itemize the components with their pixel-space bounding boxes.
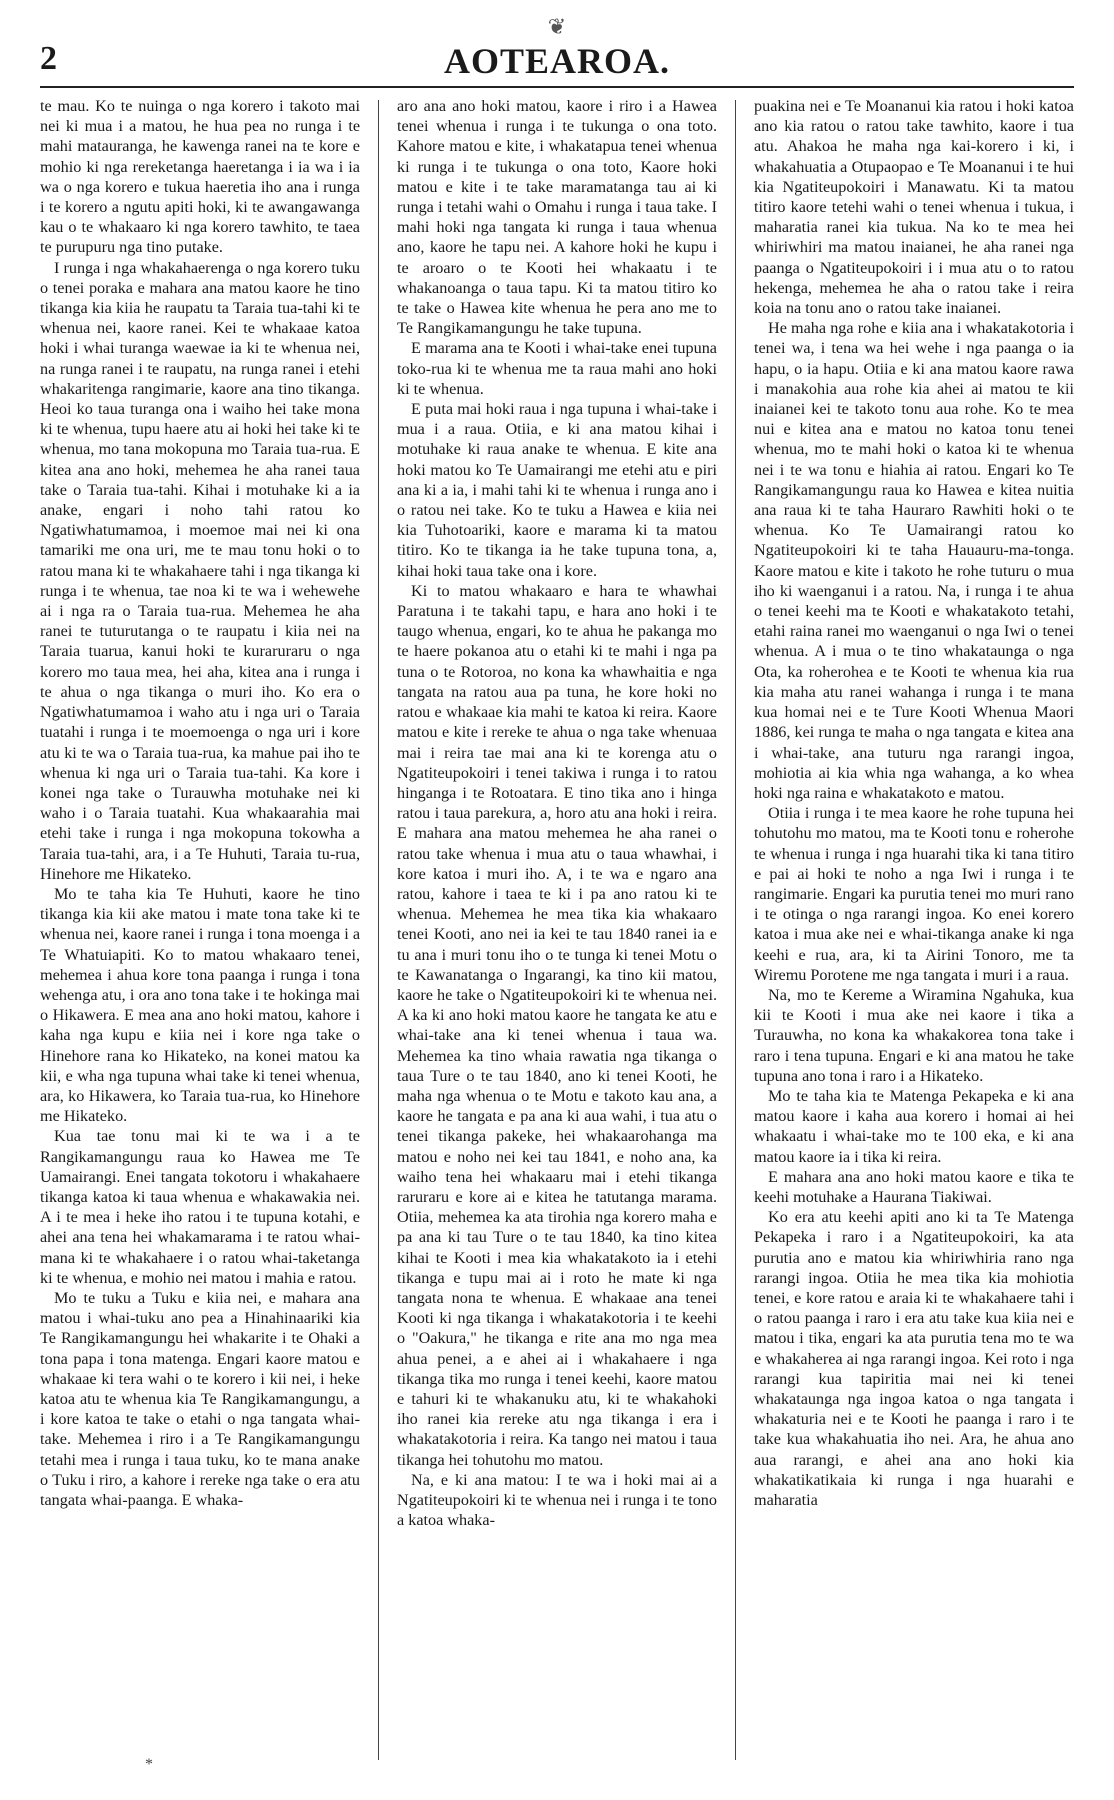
paragraph: He maha nga rohe e kiia ana i whakatakotoria i tenei wa, i tena wa hei wehe i nga paanga o ia hapu, o ia hapu. Otiia e ki ana matou kaore rawa i manakohia aua rohe kia ahei ai matou te kii inaianei kei te takoto tonu aua rohe. Ko te mea nui e kitea ana e matou no katoa tonu tenei whenua, mo te mahi hoki o katoa ki te whenua nei i te wa tonu e hiahia ai ratou. Engari ko Te Rangikamangungu raua ko Hawea e kitea nuitia ana raua ki te taha Hauraro Rawhiti hoki o te whenua. Ko Te Uamairangi ratou ko Ngatiteupokoiri ki te taha Hauauru-ma-tonga. Kaore matou e kite i takoto he rohe tuturu o mua iho ki waenganui i a ratou. Na, i runga i te ahua o tenei keehi ma te Kooti e whakatakoto tetahi, etahi raina ranei mo waenganui o nga Iwi o tenei whenua. A i mua o te tino whakataunga o nga Ota, ka roherohea e te Kooti te whenua kia rua kia maha atu ranei wahanga i runga i te mana kua homai nei e te Ture Kooti Whenua Maori 1886, kei runga te maha o nga tangata e kitea ana i whai-take, ana tuturu nga rarangi ingoa, mohiotia ai kia whia nga wahanga, a ko whea hoki nga raina e whakatakoto e matou. (754, 319, 1074, 802)
paragraph: E marama ana te Kooti i whai-take enei tupuna toko-rua ki te whenua me ta raua mahi ano hoki ki te whenua. (397, 339, 717, 398)
footer-mark: * (145, 1756, 153, 1773)
paragraph: Na, mo te Kereme a Wiramina Ngahuka, kua kii te Kooti i mua ake nei kaore i tika a Turauwha, no kona ka whakakorea tona take i raro i tena tupuna. Engari e ki ana matou he take tupuna ano tona i raro i a Hikateko. (754, 985, 1074, 1085)
paragraph: Mo te tuku a Tuku e kiia nei, e mahara ana matou i whai-tuku ano pea a Hinahinaariki kia Te Rangikamangungu hei whakarite i te Ohaki a tona papa i tona matenga. Engari kaore matou e whakaae ki tera wahi o te korero i kii nei, i heke katoa atu te whenua kia Te Rangikamangungu, a i kore katoa te take o etahi o nga tangata whai-take. Mehemea i riro i a Te Rangikamangungu tetahi mea i runga i taua tuku, ko te mana anake o Tuku i riro, a kahore i rereke nga take o era atu tangata whai-paanga. E whaka- (40, 1288, 360, 1510)
column-2 (397, 96, 717, 1760)
ornament-icon: ❦ (547, 14, 567, 39)
header-rule (40, 86, 1074, 88)
text-columns (40, 96, 1074, 1760)
paragraph: Ko era atu keehi apiti ano ki ta Te Matenga Pekapeka i raro i a Ngatiteupokoiri, ka ata purutia ano e matou kia whiriwhiria rano nga rarangi ingoa. Otiia he mea tika kia mohiotia tenei, e kore ratou e araia ki te whakahaere tahi i o ratou paanga i raro i era atu take kua kiia nei e matou i tika, engari ka ata purutia tena mo te wa e whakaherea ai nga rarangi ingoa. Kei roto i nga rarangi kua tapiritia mai nei ki tenei whakataunga nga ingoa katoa o nga tangata i whakaturia nei e te Kooti he paanga i raro i te take kua whakahuatia iho nei. Ara, he ahua ano aua rarangi, e ahei ana ano hoki kia whakatikatikaia ki runga i nga huarahi e maharatia (754, 1208, 1074, 1510)
column-divider (735, 100, 736, 1760)
column-3 (754, 96, 1074, 1760)
column-divider (378, 100, 379, 1760)
paragraph: Mo te taha kia te Matenga Pekapeka e ki ana matou kaore i kaha aua korero i homai ai hei whakaatu i whai-take mo te 100 eka, e ki ana matou kaore ia i tika ki reira. (754, 1086, 1074, 1166)
paragraph: te mau. Ko te nuinga o nga korero i takoto mai nei ki mua i a matou, he hua pea no runga i te mahi matauranga, he kawenga ranei na te kore e mohio ki nga rereketanga haeretanga i ia wa i ia wa o nga korero e tukua haeretia iho ana i runga i te korero a ngutu apiti hoki, ki te awangawanga kau o te whakaaro ki nga korero tawhito, te taea te purupuru nga tino putake. (40, 97, 360, 257)
paragraph: I runga i nga whakahaerenga o nga korero tuku o tenei poraka e mahara ana matou kaore he tino tikanga kia kiia he raupatu ta Taraia tua-tahi ki te whenua nei, kaore ranei. Kei te whakaae katoa hoki i whai turanga waewae ia ki te whenua nei, na runga ranei i te raupatu, na runga ranei i etehi whakaritenga rangimarie, kaore ana tino tikanga. Heoi ko taua turanga ona i waiho hei take mona ki te whenua, tupu haere atu ai hoki hei take ki te whenua, mo tana mokopuna mo Taraia tua-rua. E kitea ana ano hoki, mehemea he aha ranei taua take o Taraia tua-tahi. Kihai i motuhake ki a ia anake, engari i noho tahi ratou ko Ngatiwhatumamoa, i moemoe mai nei ki ona tamariki me ona uri, me te mau tonu hoki o to ratou mana ki te whakahaere tahi i nga tikanga ki runga i te whenua, tae noa ki te wa i wehewehe ai i nga ra o Taraia tua-rua. Mehemea he aha ranei te tuturutanga o te raupatu i kiia nei na Taraia tuarua, kanui hoki te kuraruraru o nga korero mo taua mea, hei aha, kitea ana i runga i te ahua o nga tikanga o muri iho. Ko era o Ngatiwhatumamoa i waho atu i nga uri o Taraia tuatahi i runga i te moemoenga o nga uri i kore atu ki te wa o Taraia tua-rua, ka mahue pai iho te whenua ki nga uri o Taraia tua-tahi. Ka kore i konei nga take o Turauwha motuhake nei ki waho i o Taraia tuatahi. Kua whakaarahia mai etehi take i runga i nga mokopuna tokowha a Taraia tua-tahi, ara, i a Te Huhuti, Taraia tu-rua, Hinehore me Hikateko. (40, 258, 360, 883)
page-header (40, 14, 1074, 82)
paragraph: Kua tae tonu mai ki te wa i a te Rangikamangungu raua ko Hawea me Te Uamairangi. Enei tangata tokotoru i whakahaere tikanga katoa ki taua whenua e whakawakia nei. A i te mea i heke iho ratou i te tupuna kotahi, e ahei ana tena hei whakamarama i te ratou whai-mana ki te whakahaere i o ratou whai-taketanga ki te whenua, e mohio nei matou i mahia e ratou. (40, 1127, 360, 1287)
paragraph: Otiia i runga i te mea kaore he rohe tupuna hei tohutohu mo matou, ma te Kooti tonu e roherohe te whenua i runga i nga huarahi tika ki tana titiro e pai ai hoki te noho a nga Iwi i runga i te rangimarie. Engari ka purutia tenei mo muri rano i te otinga o nga rarangi ingoa. Ko enei korero katoa i mua ake nei e whai-tikanga anake ki nga keehi e rua, ara, ki ta Airini Tonoro, me ta Wiremu Porotene me nga tangata i muri i a raua. (754, 804, 1074, 984)
paragraph: puakina nei e Te Moananui kia ratou i hoki katoa ano kia ratou o ratou take tawhito, kaore i tua atu. Ahakoa he maha nga kai-korero i ki, i whakahuatia a Otupaopao e Te Moananui i te hui kia Ngatiteupokoiri i Manawatu. Ki ta matou titiro kaore tetehi wahi o tenei whenua i tukua, i maharatia ranei kia tukua. Na ko te mea hei whiriwhiri ma matou inaianei, he aha ranei nga paanga o Ngatiteupokoiri i i mua atu o to ratou hekenga, mehemea he aha o ratou take i reira koia na tonu ano o ratou take inaianei. (754, 97, 1074, 318)
paragraph: E puta mai hoki raua i nga tupuna i whai-take i mua i a raua. Otiia, e ki ana matou kihai i motuhake ki raua anake te whenua. E kite ana hoki matou ko Te Uamairangi me etehi atu e piri ana ki a ia, i mahi tahi ki te whenua i runga ano i o ratou nei take. Ko te tuku a Hawea e kiia nei kia Tuhotoariki, kaore e marama ki ta matou titiro. Ko te tikanga ia he take tupuna tona, a, kihai hoki taua take ona i kore. (397, 400, 717, 580)
paragraph: E mahara ana ano hoki matou kaore e tika te keehi motuhake a Haurana Tiakiwai. (754, 1167, 1074, 1206)
paragraph: Mo te taha kia Te Huhuti, kaore he tino tikanga kia kii ake matou i mate tona take ki te whenua nei, kaore ranei i runga i tona moenga i a Te Whatuiapiti. Ko to matou whakaaro tenei, mehemea i ahua kore tona paanga i runga i tona wehenga atu, i ora ano tona take i te hokinga mai o Hikawera. E mea ana ano hoki matou, kahore i kaha nga kupu e kiia nei i kore nga take o Hinehore rana ko Hikateko, na konei matou ka kii, e wha nga tupuna whai take ki tenei whenua, ara, ko Hikawera, ko Taraia tua-rua, ko Hinehore me Hikateko. (40, 884, 360, 1126)
paragraph: aro ana ano hoki matou, kaore i riro i a Hawea tenei whenua i runga i te tukunga o ona toto. Kahore matou e kite, i whakatapua tenei whenua ki runga i te tukunga o ona toto, Kaore hoki matou e kite i te take maramatanga tau ai ki runga i tetahi wahi o Omahu i runga i taua take. I mahi hoki nga tangata ki runga i taua whenua ano, kaore he tapu nei. A kahore hoki he kupu i te aroaro o te Kooti hei whakaatu i te whakanoanga o taua tapu. Ki ta matou titiro ko te take o Hawea kite whenua he pera ano me to Te Rangikamangungu he take tupuna. (397, 97, 717, 338)
column-1 (40, 96, 360, 1760)
masthead-title: AOTEAROA. (443, 41, 671, 81)
paragraph: Na, e ki ana matou: I te wa i hoki mai ai a Ngatiteupokoiri ki te whenua nei i runga i te tono a katoa whaka- (397, 1470, 717, 1530)
page-number: 2 (40, 40, 57, 77)
paragraph: Ki to matou whakaaro e hara te whawhai Paratuna i te takahi tapu, e hara ano hoki i te taugo whenua, engari, ko te ahua he pakanga mo te haere pokanoa atu o etahi ki te mahi i nga pa tuna o te Rotoroa, no kona ka whawhaitia e nga tangata na ratou aua pa tuna, he kore hoki no ratou e whakaae kia mahi te katoa ki reira. Kaore matou e kite i rereke te ahua o nga take whenuaa mai i reira tae mai ana ki te korenga atu o Ngatiteupokoiri i tenei takiwa i runga i to ratou hinganga i te Rotoatara. E tino tika ano i hinga ratou i taua parekura, a, horo atu ana hoki i reira. E mahara ana matou mehemea he aha ranei o ratou take whenua i mua atu o taua whawhai, i kore katoa i muri iho. A, i te wa e ngaro ana ratou, kahore i taea te ki i pa ano ratou ki te whenua. Mehemea he mea tika kia whakaaro tenei Kooti, ano nei ia kei te tau 1840 ranei ia e tu ana i muri tonu iho o te tunga ki tenei Motu o te Kawanatanga o Ingarangi, ka tino kii matou, kaore he take o Ngatiteupokoiri ki te whenua nei. A ka ki ano hoki matou kaore he tangata ke atu e whai-take ana ki tenei whenua i taua wa. Mehemea ka tino whaia rawatia nga tikanga o taua Ture o te tau 1840, ano ki tenei Kooti, he maha nga whenua o te Motu e takoto kau ana, a kaore he tangata e pa ana ki aua wahi, i tua atu o tenei tikanga pakeke, hei whakaarohanga ma matou e noho nei kei tau 1841, e noho ana, ka waiho tena hei whakaaru mai i etehi tikanga raruraru e kore ai e kitea he tatutanga marama. Otiia, mehemea ka ata tirohia nga korero maha e pa ana ki tau Ture o te tau 1840, ka tino kitea kihai te Kooti i mea kia whakatakoto ia i etehi tikanga e tupu mai ai i roto he mate ki nga tangata nona te whenua. E whakaae ana tenei Kooti ki nga tikanga i whakatakotoria i te keehi o "Oakura," he tikanga e rite ana mo nga mea ahua penei, a e ahei ai i whakahaere i nga tikanga tika mo runga i tenei keehi, kaore matou e tahuri ki te whakanuku atu, ki te whakahoki iho ranei kia rereke atu nga tikanga i era i whakatakotoria i reira. Ka tango nei matou i taua tikanga hei tohutohu mo matou. (397, 581, 717, 1469)
